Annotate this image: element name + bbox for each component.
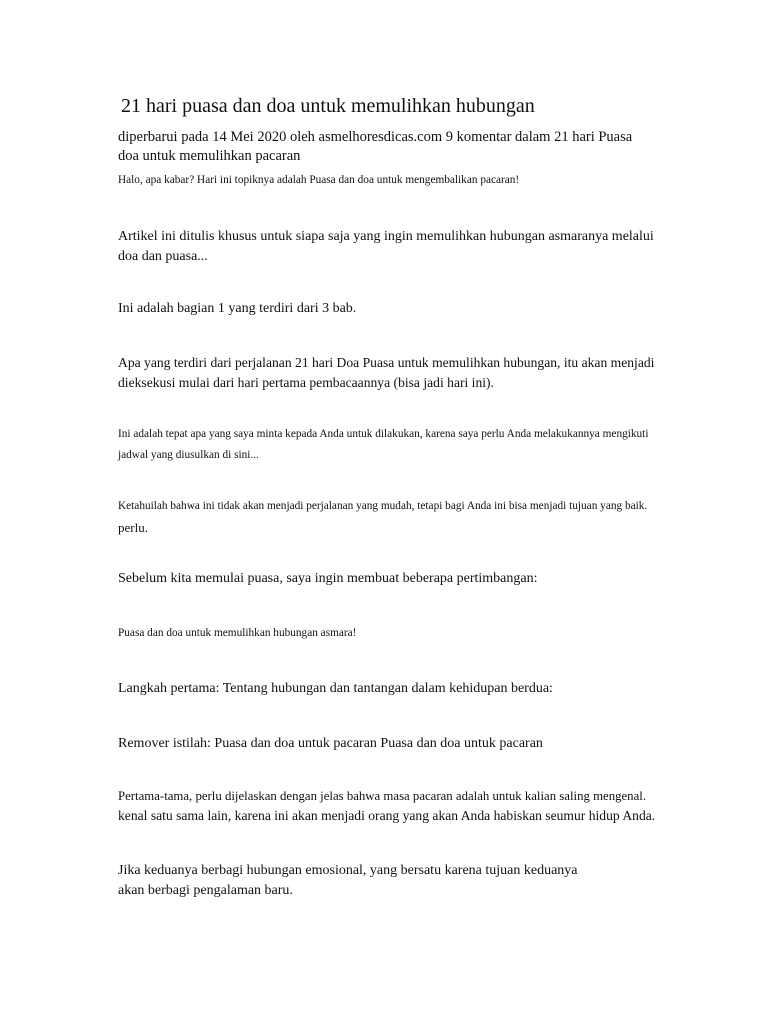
intro-paragraph bbox=[118, 227, 654, 267]
post-meta bbox=[118, 128, 632, 166]
warning-paragraph bbox=[118, 496, 647, 538]
journey-line-2: dieksekusi mulai dari hari pertama pembacaannya (bisa jadi hari ini). bbox=[118, 375, 494, 390]
greeting-paragraph: Halo, apa kabar? Hari ini topiknya adalah Puasa dan doa untuk mengembalikan pacaran! bbox=[118, 174, 520, 186]
remover-paragraph: Remover istilah: Puasa dan doa untuk pacaran Puasa dan doa untuk pacaran bbox=[118, 736, 543, 751]
subtitle-paragraph: Puasa dan doa untuk memulihkan hubungan asmara! bbox=[118, 627, 357, 639]
step-one-heading: Langkah pertama: Tentang hubungan dan tantangan dalam kehidupan berdua: bbox=[118, 681, 553, 696]
request-line-2: jadwal yang diusulkan di sini... bbox=[118, 449, 259, 461]
request-line-1: Ini adalah tepat apa yang saya minta kepada Anda untuk dilakukan, karena saya perlu Anda melakukannya mengikuti bbox=[118, 428, 649, 440]
considerations-paragraph: Sebelum kita memulai puasa, saya ingin membuat beberapa pertimbangan: bbox=[118, 571, 538, 586]
intro-line-2: doa dan puasa... bbox=[118, 249, 208, 264]
part-info-paragraph: Ini adalah bagian 1 yang terdiri dari 3 bab. bbox=[118, 301, 357, 316]
warning-line-2: perlu. bbox=[118, 520, 148, 535]
post-meta-line-2: doa untuk memulihkan pacaran bbox=[118, 148, 301, 164]
warning-line-1: Ketahuilah bahwa ini tidak akan menjadi perjalanan yang mudah, tetapi bagi Anda ini bisa menjadi tujuan yang baik. bbox=[118, 500, 648, 512]
document-title: 21 hari puasa dan doa untuk memulihkan hubungan bbox=[121, 95, 535, 117]
emotional-line-1: Jika keduanya berbagi hubungan emosional, yang bersatu karena tujuan keduanya bbox=[118, 863, 578, 878]
first-line-2: kenal satu sama lain, karena ini akan menjadi orang yang akan Anda habiskan seumur hidup Anda. bbox=[118, 808, 656, 823]
intro-line-1: Artikel ini ditulis khusus untuk siapa saja yang ingin memulihkan hubungan asmaranya melalui bbox=[118, 229, 654, 244]
journey-paragraph bbox=[118, 353, 654, 393]
request-paragraph bbox=[118, 424, 648, 466]
first-line-1: Pertama-tama, perlu dijelaskan dengan jelas bahwa masa pacaran adalah untuk kalian saling mengenal. bbox=[118, 789, 647, 803]
first-paragraph bbox=[118, 786, 655, 826]
post-meta-line-1: diperbarui pada 14 Mei 2020 oleh asmelhoresdicas.com 9 komentar dalam 21 hari Puasa bbox=[118, 129, 633, 145]
emotional-paragraph bbox=[118, 861, 578, 901]
emotional-line-2: akan berbagi pengalaman baru. bbox=[118, 883, 293, 898]
journey-line-1: Apa yang terdiri dari perjalanan 21 hari Doa Puasa untuk memulihkan hubungan, itu akan menjadi bbox=[118, 355, 655, 370]
